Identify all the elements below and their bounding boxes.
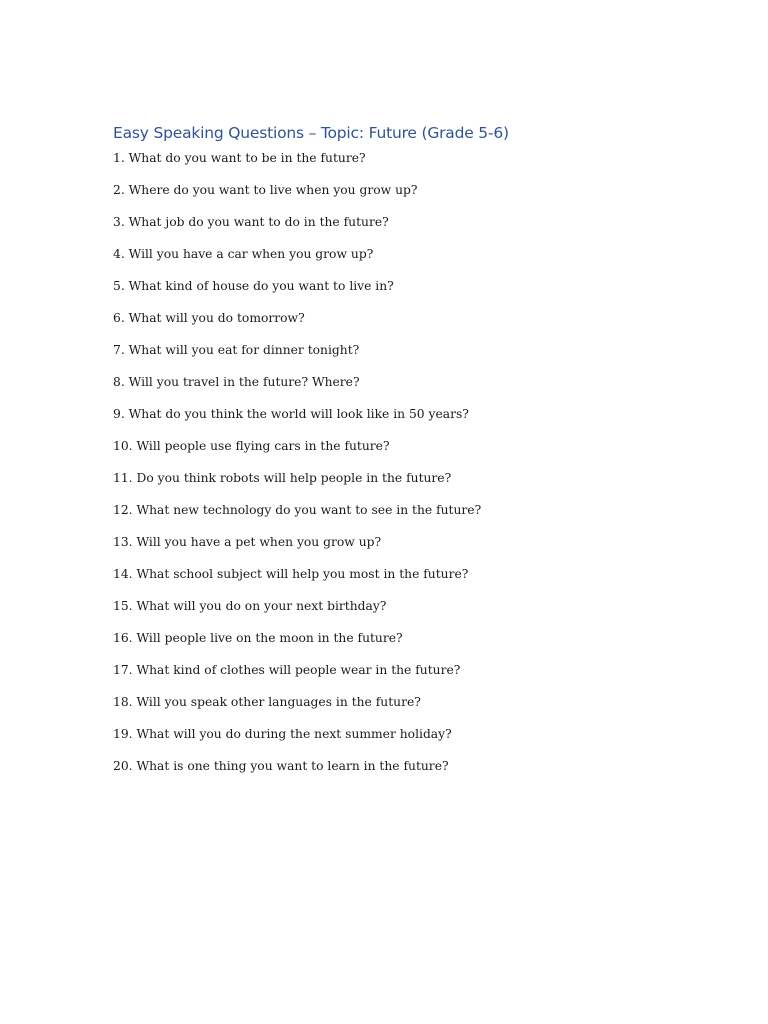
document-title: Easy Speaking Questions – Topic: Future (Grade 5-6) xyxy=(113,124,509,142)
question-item: 9. What do you think the world will look like in 50 years? xyxy=(113,407,469,421)
question-item: 10. Will people use flying cars in the future? xyxy=(113,439,390,453)
question-item: 16. Will people live on the moon in the future? xyxy=(113,631,403,645)
question-item: 17. What kind of clothes will people wear in the future? xyxy=(113,663,461,677)
question-item: 7. What will you eat for dinner tonight? xyxy=(113,343,360,357)
question-item: 11. Do you think robots will help people in the future? xyxy=(113,471,452,485)
question-item: 13. Will you have a pet when you grow up? xyxy=(113,535,382,549)
question-item: 4. Will you have a car when you grow up? xyxy=(113,247,374,261)
question-item: 19. What will you do during the next summer holiday? xyxy=(113,727,452,741)
question-item: 3. What job do you want to do in the future? xyxy=(113,215,389,229)
question-item: 18. Will you speak other languages in the future? xyxy=(113,695,421,709)
question-item: 1. What do you want to be in the future? xyxy=(113,151,366,165)
question-item: 5. What kind of house do you want to live in? xyxy=(113,279,394,293)
question-item: 14. What school subject will help you most in the future? xyxy=(113,567,469,581)
question-item: 6. What will you do tomorrow? xyxy=(113,311,305,325)
question-item: 20. What is one thing you want to learn in the future? xyxy=(113,759,449,773)
question-list xyxy=(113,149,481,789)
question-item: 12. What new technology do you want to see in the future? xyxy=(113,503,482,517)
question-item: 15. What will you do on your next birthday? xyxy=(113,599,387,613)
question-item: 2. Where do you want to live when you grow up? xyxy=(113,183,418,197)
question-item: 8. Will you travel in the future? Where? xyxy=(113,375,360,389)
